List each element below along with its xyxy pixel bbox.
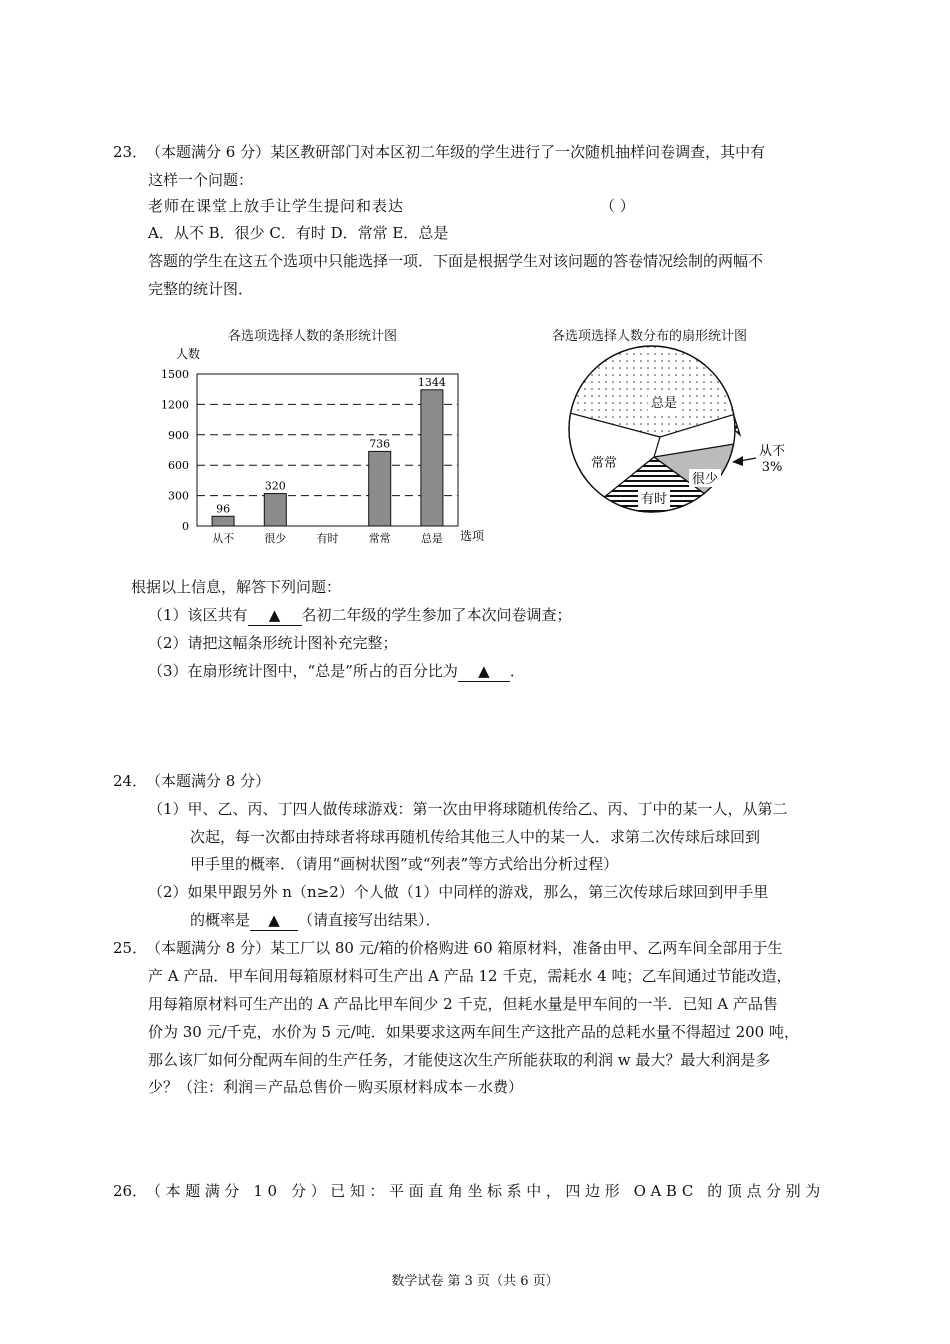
q25-line-3: 用每箱原材料可生产出的 A 产品比甲车间少 2 千克，但耗水量是甲车间的一半．已知 A 产品售	[148, 995, 778, 1013]
q25-line-6: 少？（注：利润＝产品总售价－购买原材料成本－水费）	[148, 1078, 524, 1096]
q23-line-2: 这样一个问题：	[148, 171, 254, 189]
bar-category-label: 有时	[316, 532, 339, 545]
pie-slice-label-1: 从不	[758, 444, 786, 459]
bar-value-label: 96	[216, 502, 231, 516]
bar-chart-ylabel: 人数	[176, 347, 201, 361]
q23-sub2: （2）请把这幅条形统计图补充完整；	[148, 634, 398, 652]
bar-3	[369, 451, 391, 526]
q23-line-1: （本题满分 6 分）某区教研部门对本区初二年级的学生进行了一次随机抽样问卷调查，其中有	[146, 143, 766, 161]
bar-value-label: 320	[264, 479, 286, 493]
q25-line-2: 产 A 产品．甲车间用每箱原材料可生产出 A 产品 12 千克，需耗水 4 吨；乙车间通过节能改造，	[148, 967, 792, 985]
bar-value-label: 736	[369, 437, 391, 451]
bar-chart-xlabel: 选项	[460, 529, 485, 543]
pie-pointer-arrow	[732, 456, 743, 466]
pie-slice-label-2: 很少	[691, 472, 719, 487]
q25-number: 25．	[113, 939, 148, 957]
bar-1	[264, 494, 286, 526]
q23-after-text: 根据以上信息，解答下列问题：	[131, 578, 342, 596]
q23-answer-paren: （ ）	[600, 197, 635, 215]
bar-chart-frame	[197, 374, 458, 526]
q23-question-text: 老师在课堂上放手让学生提问和表达	[148, 197, 405, 215]
bar-value-label: 1344	[417, 375, 446, 389]
q26-line-1: （本题满分 10 分）已知：平面直角坐标系中，四边形 OABC 的顶点分别为	[146, 1182, 825, 1200]
pie-chart	[555, 345, 815, 545]
bar-ytick-label: 0	[182, 520, 189, 533]
q24-head: （本题满分 8 分）	[146, 772, 271, 790]
q24-sub2-post: （请直接写出结果）．	[298, 911, 441, 929]
pie-slice-label-4: 常常	[590, 456, 618, 471]
bar-ytick-label: 900	[168, 428, 189, 442]
bar-chart-title: 各选项选择人数的条形统计图	[228, 329, 398, 344]
answer-blank-3[interactable]: ▲	[250, 910, 298, 931]
bar-category-label: 很少	[264, 532, 287, 545]
q23-number: 23．	[113, 143, 148, 161]
answer-blank-2[interactable]: ▲	[458, 661, 510, 682]
q23-sub3-pre: （3）在扇形统计图中，“总是”所占的百分比为	[148, 662, 458, 680]
q25-line-5: 那么该厂如何分配两车间的生产任务，才能使这次生产所能获取的利润 w 最大？最大利润是多	[148, 1051, 771, 1069]
bar-category-label: 常常	[368, 532, 391, 545]
q23-sub3-post: ．	[509, 662, 525, 680]
q23-sub3	[148, 661, 525, 682]
q24-sub2-line-2	[190, 910, 441, 931]
pie-slice-label-3: 有时	[640, 492, 668, 507]
q23-sub1	[148, 605, 572, 626]
bar-ytick-label: 1500	[161, 368, 189, 381]
bar-category-label: 总是	[420, 532, 443, 545]
pie-chart-title: 各选项选择人数分布的扇形统计图	[552, 329, 748, 344]
answer-blank-1[interactable]: ▲	[248, 605, 302, 626]
q25-line-1: （本题满分 8 分）某工厂以 80 元/箱的价格购进 60 箱原材料，准备由甲、乙两车间全部用于生	[146, 939, 783, 957]
bar-4	[421, 390, 443, 526]
q25-line-4: 价为 30 元/千克，水价为 5 元/吨．如果要求这两车间生产这批产品的总耗水量不得超过 200 吨，	[148, 1023, 799, 1041]
q24-sub2-pre: 的概率是	[190, 911, 251, 929]
q23-options: A．从不 B．很少 C．有时 D．常常 E．总是	[148, 224, 449, 242]
q23-line-3: 答题的学生在这五个选项中只能选择一项．下面是根据学生对该问题的答卷情况绘制的两幅不	[148, 252, 764, 270]
bar-chart	[150, 340, 510, 560]
q23-sub1-pre: （1）该区共有	[148, 606, 248, 624]
q23-sub1-post: 名初二年级的学生参加了本次问卷调查；	[301, 606, 572, 624]
q23-line-4: 完整的统计图．	[148, 280, 254, 298]
q24-line-2: 次起，每一次都由持球者将球再随机传给其他三人中的某一人．求第二次传球后球回到	[190, 828, 761, 846]
bar-ytick-label: 1200	[161, 398, 189, 412]
bar-ytick-label: 300	[168, 489, 189, 503]
q24-number: 24．	[113, 772, 148, 790]
bar-ytick-label: 600	[168, 459, 189, 473]
bar-0	[212, 516, 234, 526]
page-footer: 数学试卷 第 3 页（共 6 页）	[391, 1274, 559, 1289]
bar-category-label: 从不	[212, 532, 235, 545]
q24-line-1: （1）甲、乙、丙、丁四人做传球游戏：第一次由甲将球随机传给乙、丙、丁中的某一人，从第二	[148, 800, 788, 818]
q24-line-3: 甲手里的概率．（请用“画树状图”或“列表”等方式给出分析过程）	[190, 855, 619, 873]
pie-slice-percent-1: 3%	[761, 460, 783, 475]
q26-number: 26．	[113, 1182, 148, 1200]
q24-sub2-line-1: （2）如果甲跟另外 n（n≥2）个人做（1）中同样的游戏，那么，第三次传球后球回到甲手里	[148, 883, 769, 901]
pie-slice-label-0: 总是	[650, 396, 678, 411]
